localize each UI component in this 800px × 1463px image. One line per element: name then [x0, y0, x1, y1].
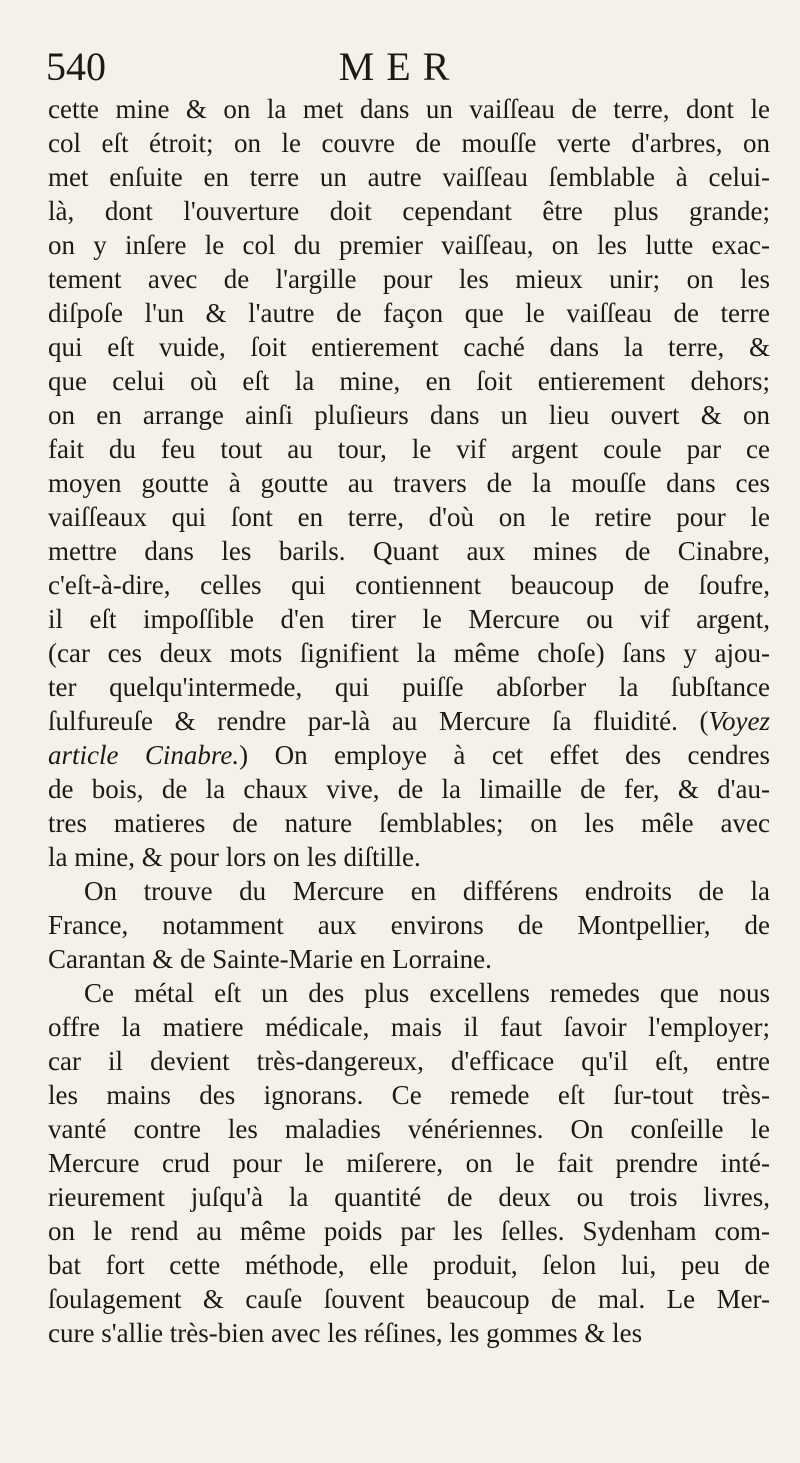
text-line: cette mine & on la met dans un vaiſſeau de terre, dont le — [48, 94, 770, 124]
page-header — [0, 42, 800, 92]
text-line: car il devient très-dangereux, d'efficace qu'il eſt, entre — [48, 1046, 770, 1076]
text-line: On trouve du Mercure en différens endroits de la — [84, 876, 770, 906]
text-line: c'eſt-à-dire, celles qui contiennent beaucoup de ſoufre, — [48, 570, 770, 600]
page-number: 540 — [46, 44, 106, 89]
text-line: là, dont l'ouverture doit cependant être plus grande; — [48, 196, 770, 226]
text-line: vanté contre les maladies vénériennes. On conſeille le — [48, 1114, 770, 1144]
text-line: France, notamment aux environs de Montpellier, de — [48, 910, 770, 940]
text-line: Carantan & de Sainte-Marie en Lorraine. — [48, 944, 492, 974]
text-line: Ce métal eſt un des plus excellens remedes que nous — [84, 978, 770, 1008]
text-line: les mains des ignorans. Ce remede eſt ſur-tout très- — [48, 1080, 770, 1110]
text-line: il eſt impoſſible d'en tirer le Mercure ou vif argent, — [48, 604, 770, 634]
text-line: rieurement juſqu'à la quantité de deux ou trois livres, — [48, 1182, 770, 1212]
text-line: on en arrange ainſi pluſieurs dans un lieu ouvert & on — [48, 400, 770, 430]
text-line: diſpoſe l'un & l'autre de façon que le vaiſſeau de terre — [48, 298, 770, 328]
text-line: ter quelqu'intermede, qui puiſſe abſorber la ſubſtance — [48, 672, 770, 702]
text-line: ſoulagement & cauſe ſouvent beaucoup de mal. Le Mer- — [48, 1284, 770, 1314]
text-line: col eſt étroit; on le couvre de mouſſe verte d'arbres, on — [48, 128, 770, 158]
text-line: (car ces deux mots ſignifient la même choſe) ſans y ajou- — [48, 638, 770, 668]
text-line: offre la matiere médicale, mais il faut ſavoir l'employer; — [48, 1012, 770, 1042]
text-line: bat fort cette méthode, elle produit, ſelon lui, peu de — [48, 1250, 770, 1280]
text-line: on le rend au même poids par les ſelles. Sydenham com- — [48, 1216, 770, 1246]
text-line: article Cinabre.) On employe à cet effet des cendres — [48, 740, 770, 770]
text-line: tement avec de l'argille pour les mieux unir; on les — [48, 264, 770, 294]
text-line: de bois, de la chaux vive, de la limaille de fer, & d'au- — [48, 774, 770, 804]
text-line: Mercure crud pour le miſerere, on le fait prendre inté- — [48, 1148, 770, 1178]
text-line: moyen goutte à goutte au travers de la mouſſe dans ces — [48, 468, 770, 498]
text-line: cure s'allie très-bien avec les réſines, les gommes & les — [48, 1318, 643, 1348]
running-head: MER — [338, 44, 462, 89]
text-line: on y inſere le col du premier vaiſſeau, on les lutte exac- — [48, 230, 770, 260]
text-line: que celui où eſt la mine, en ſoit entierement dehors; — [48, 366, 770, 396]
text-line: ſulfureuſe & rendre par-là au Mercure ſa fluidité. (Voyez — [48, 706, 770, 736]
body-text — [48, 92, 770, 1350]
text-line: mettre dans les barils. Quant aux mines de Cinabre, — [48, 536, 770, 566]
text-line: tres matieres de nature ſemblables; on les mêle avec — [48, 808, 770, 838]
text-line: fait du feu tout au tour, le vif argent coule par ce — [48, 434, 770, 464]
text-line: la mine, & pour lors on les diſtille. — [48, 842, 421, 872]
text-line: vaiſſeaux qui ſont en terre, d'où on le retire pour le — [48, 502, 770, 532]
text-line: qui eſt vuide, ſoit entierement caché dans la terre, & — [48, 332, 770, 362]
text-line: met enſuite en terre un autre vaiſſeau ſemblable à celui- — [48, 162, 770, 192]
